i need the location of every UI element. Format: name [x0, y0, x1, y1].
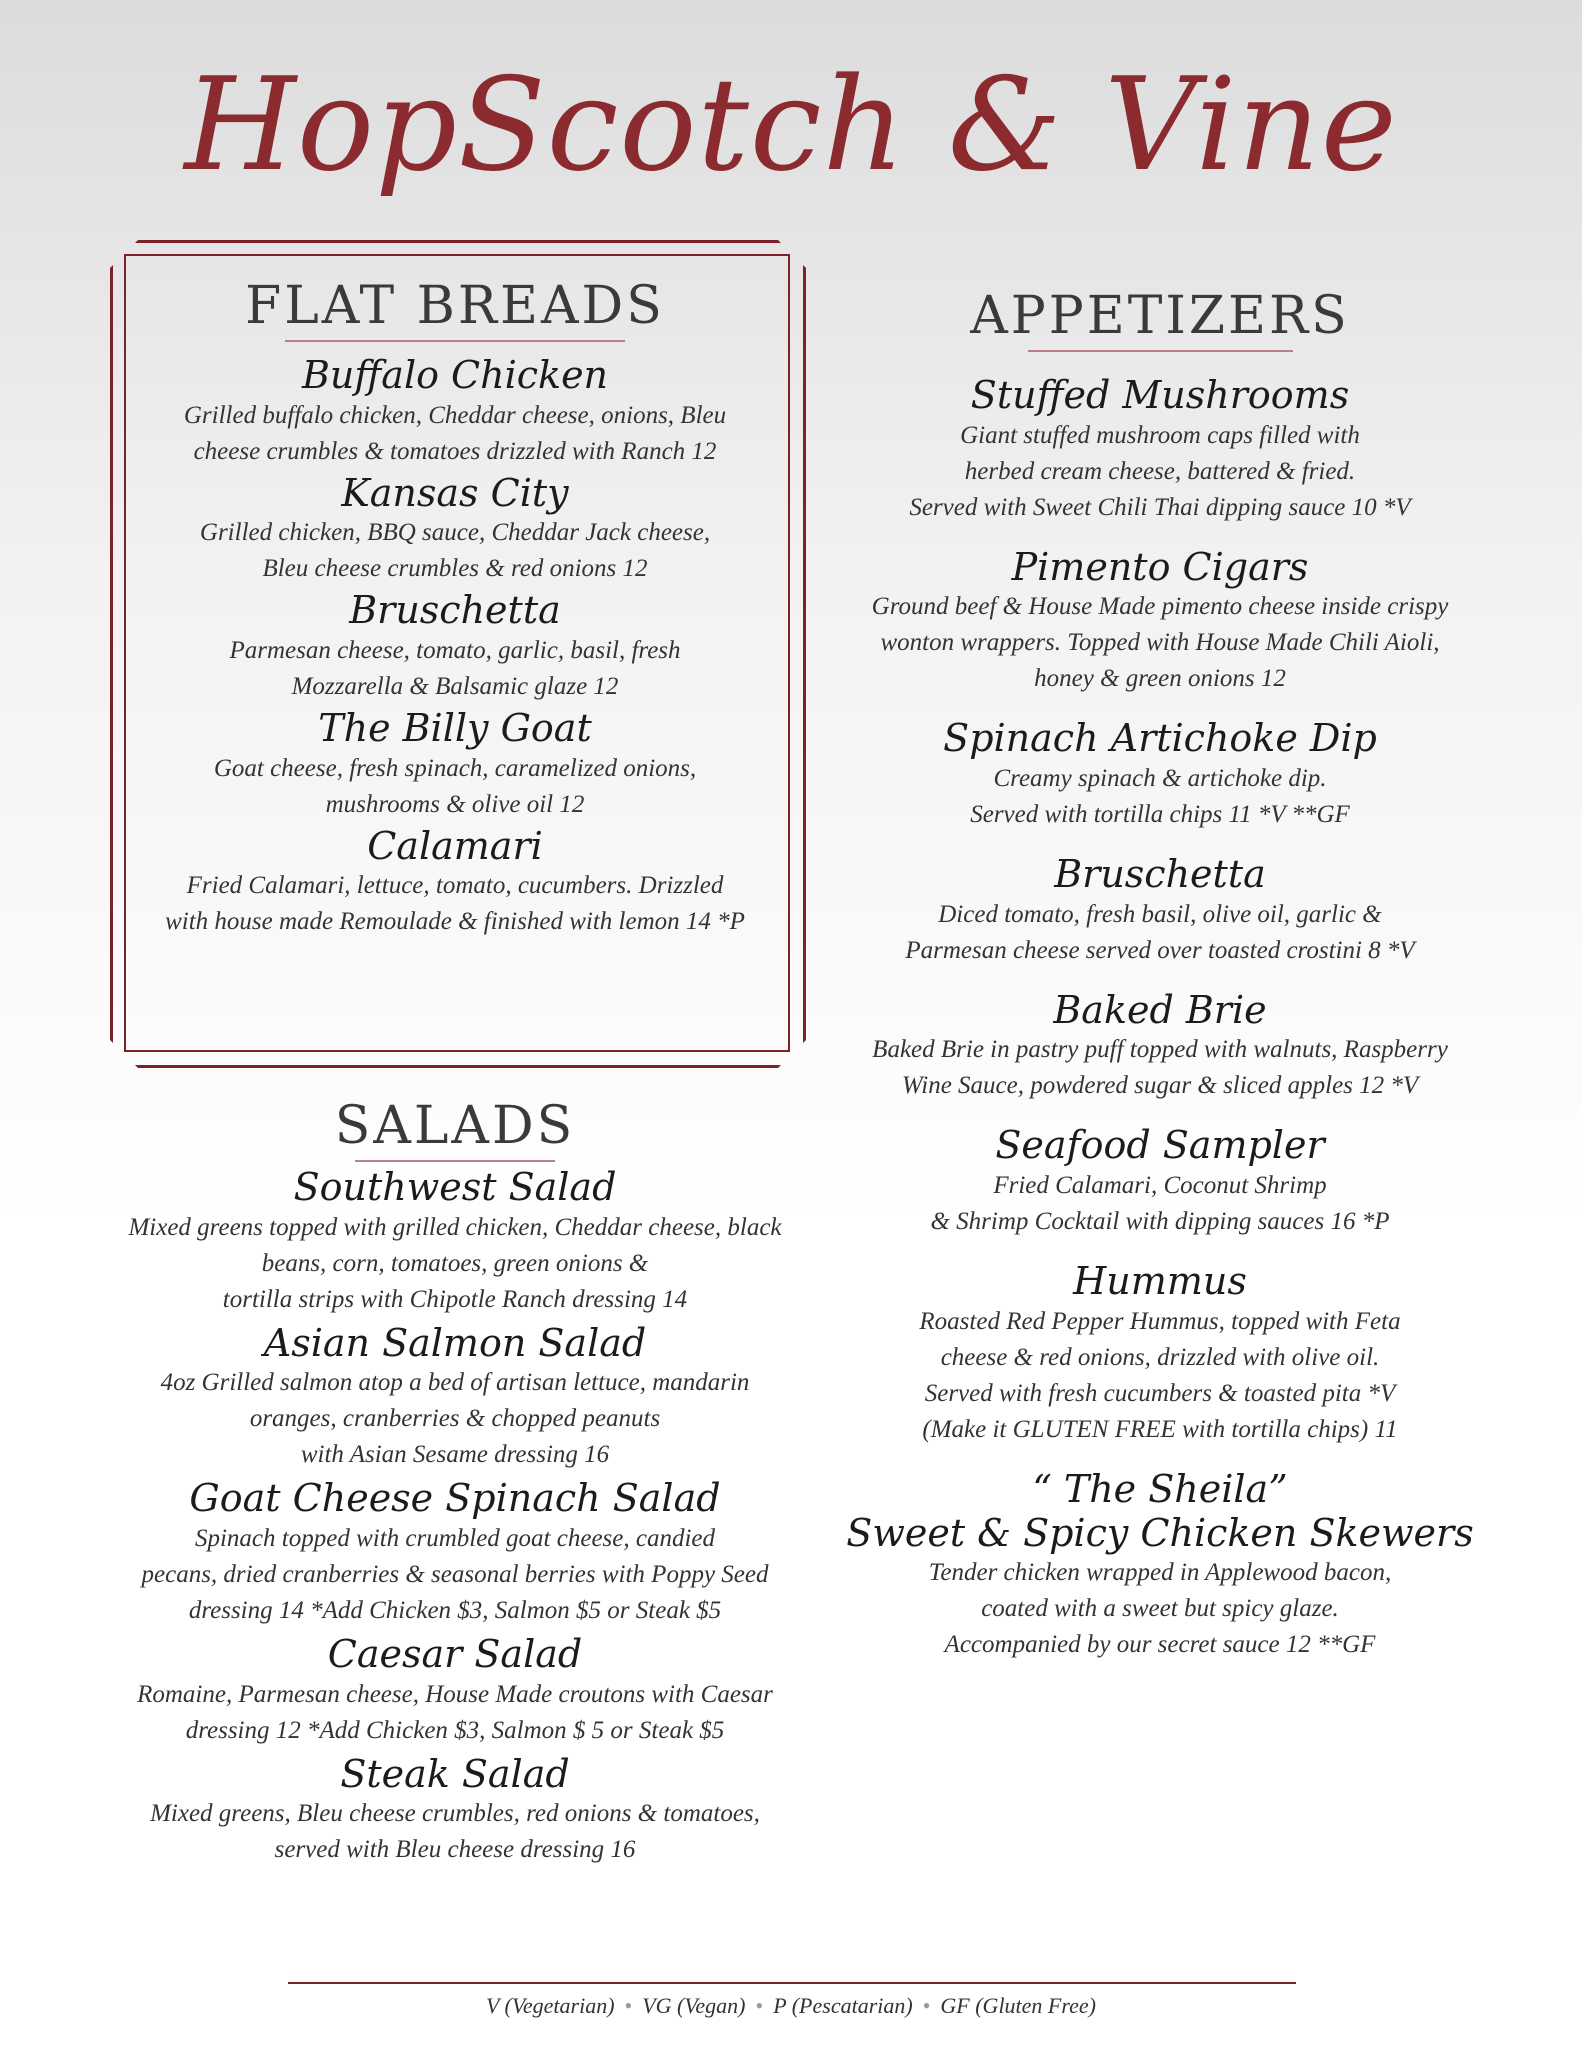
menu-item-description: Tender chicken wrapped in Applewood bacon, coated with a sweet but spicy glaze. Accompanied by our secret sauce 12 **GF: [928, 1559, 1392, 1659]
flat-breads-heading: FLAT BREADS: [245, 276, 665, 336]
menu-item-description: 4oz Grilled salmon atop a bed of artisan lettuce, mandarin oranges, cranberries & chopped peanuts with Asian Sesame dressing 16: [160, 1369, 750, 1469]
menu-item: [830, 717, 1490, 833]
menu-item-name: Seafood Sampler: [995, 1123, 1325, 1168]
menu-item: [830, 374, 1490, 526]
menu-item-name: Hummus: [1073, 1259, 1247, 1304]
menu-item-description: Spinach topped with crumbled goat cheese, candied pecans, dried cranberries & seasonal berries with Poppy Seed dressing 14 *Add Chicken $3, Salmon $5 or Steak $5: [141, 1525, 769, 1625]
menu-item: [95, 1166, 815, 1318]
menu-item: [830, 1468, 1490, 1663]
menu-item: [830, 1260, 1490, 1448]
menu-item: [95, 1633, 815, 1749]
menu-item: [130, 589, 780, 705]
menu-item-name: Buffalo Chicken: [301, 353, 609, 397]
menu-item-name: “ The Sheila” Sweet & Spicy Chicken Skewers: [846, 1466, 1474, 1555]
footer-divider: [288, 1982, 1296, 1984]
restaurant-title: HopScotch & Vine: [184, 51, 1398, 200]
menu-item: [830, 989, 1490, 1105]
dietary-legend: [0, 1993, 1582, 2019]
menu-item-name: Asian Salmon Salad: [263, 1320, 647, 1365]
menu-item: [95, 1753, 815, 1869]
menu-item-name: Steak Salad: [340, 1751, 570, 1796]
menu-item-description: Parmesan cheese, tomato, garlic, basil, fresh Mozzarella & Balsamic glaze 12: [229, 637, 681, 701]
salads-section: [95, 1096, 815, 1868]
appetizers-heading: APPETIZERS: [970, 286, 1350, 346]
menu-item-name: Bruschetta: [349, 588, 561, 633]
legend-vegetarian: V (Vegetarian): [486, 1993, 615, 2018]
menu-item: [130, 825, 780, 941]
menu-item-name: Spinach Artichoke Dip: [943, 716, 1377, 761]
menu-item-name: Goat Cheese Spinach Salad: [189, 1476, 721, 1521]
menu-item-description: Diced tomato, fresh basil, olive oil, garlic & Parmesan cheese served over toasted crostini 8 *V: [905, 900, 1415, 964]
menu-item-description: Romaine, Parmesan cheese, House Made croutons with Caesar dressing 12 *Add Chicken $3, Salmon $ 5 or Steak $5: [137, 1680, 773, 1744]
menu-item-name: Calamari: [367, 823, 543, 868]
menu-item: [830, 546, 1490, 698]
menu-item-description: Mixed greens topped with grilled chicken, Cheddar cheese, black beans, corn, tomatoes, green onions & tortilla strips with Chipotle Ranch dressing 14: [128, 1213, 782, 1313]
menu-item-description: Fried Calamari, Coconut Shrimp & Shrimp Cocktail with dipping sauces 16 *P: [930, 1172, 1390, 1236]
menu-item-name: Baked Brie: [1053, 987, 1267, 1032]
flat-breads-section: [130, 276, 780, 940]
menu-item-name: Pimento Cigars: [1011, 544, 1309, 589]
legend-pescatarian: P (Pescatarian): [773, 1993, 913, 2018]
menu-item-description: Goat cheese, fresh spinach, caramelized onions, mushrooms & olive oil 12: [213, 754, 697, 818]
heading-divider: [1028, 350, 1293, 352]
menu-item: [130, 354, 780, 470]
appetizers-section: [830, 286, 1490, 1663]
menu-item-description: Grilled buffalo chicken, Cheddar cheese, onions, Bleu cheese crumbles & tomatoes drizzled with Ranch 12: [183, 401, 727, 465]
menu-item-name: Southwest Salad: [293, 1165, 617, 1209]
menu-item-description: Ground beef & House Made pimento cheese inside crispy wonton wrappers. Topped with House Made Chili Aioli, honey & green onions 12: [871, 593, 1449, 693]
salads-heading: SALADS: [334, 1096, 576, 1156]
menu-item-name: Stuffed Mushrooms: [970, 373, 1350, 417]
menu-item-name: Caesar Salad: [327, 1632, 583, 1677]
menu-item: [830, 1124, 1490, 1240]
menu-item-description: Baked Brie in pastry puff topped with walnuts, Raspberry Wine Sauce, powdered sugar & sliced apples 12 *V: [872, 1036, 1448, 1100]
separator-dot: •: [922, 1993, 931, 2018]
menu-item-description: Giant stuffed mushroom caps filled with herbed cream cheese, battered & fried. Served with Sweet Chili Thai dipping sauce 10 *V: [909, 421, 1411, 521]
menu-item: [130, 707, 780, 823]
menu-item-name: Bruschetta: [1054, 852, 1266, 897]
separator-dot: •: [624, 1993, 633, 2018]
menu-item-description: Grilled chicken, BBQ sauce, Cheddar Jack cheese, Bleu cheese crumbles & red onions 12: [199, 519, 711, 583]
heading-divider: [285, 340, 625, 342]
legend-gluten-free: GF (Gluten Free): [940, 1993, 1096, 2018]
legend-vegan: VG (Vegan): [642, 1993, 746, 2018]
heading-divider: [355, 1160, 555, 1162]
separator-dot: •: [755, 1993, 764, 2018]
menu-item: [830, 853, 1490, 969]
menu-item: [130, 472, 780, 588]
menu-item-description: Fried Calamari, lettuce, tomato, cucumbers. Drizzled with house made Remoulade & finished with lemon 14 *P: [165, 872, 745, 936]
menu-item: [95, 1477, 815, 1629]
menu-item: [95, 1322, 815, 1474]
menu-item-description: Mixed greens, Bleu cheese crumbles, red onions & tomatoes, served with Bleu cheese dressing 16: [150, 1800, 760, 1864]
menu-item-description: Roasted Red Pepper Hummus, topped with Feta cheese & red onions, drizzled with olive oil. Served with fresh cucumbers & toasted pita *V (Make it GLUTEN FREE with tortilla chips) 11: [919, 1307, 1401, 1443]
menu-item-description: Creamy spinach & artichoke dip. Served with tortilla chips 11 *V **GF: [970, 765, 1350, 829]
menu-item-name: Kansas City: [341, 470, 569, 515]
menu-item-name: The Billy Goat: [318, 706, 592, 751]
